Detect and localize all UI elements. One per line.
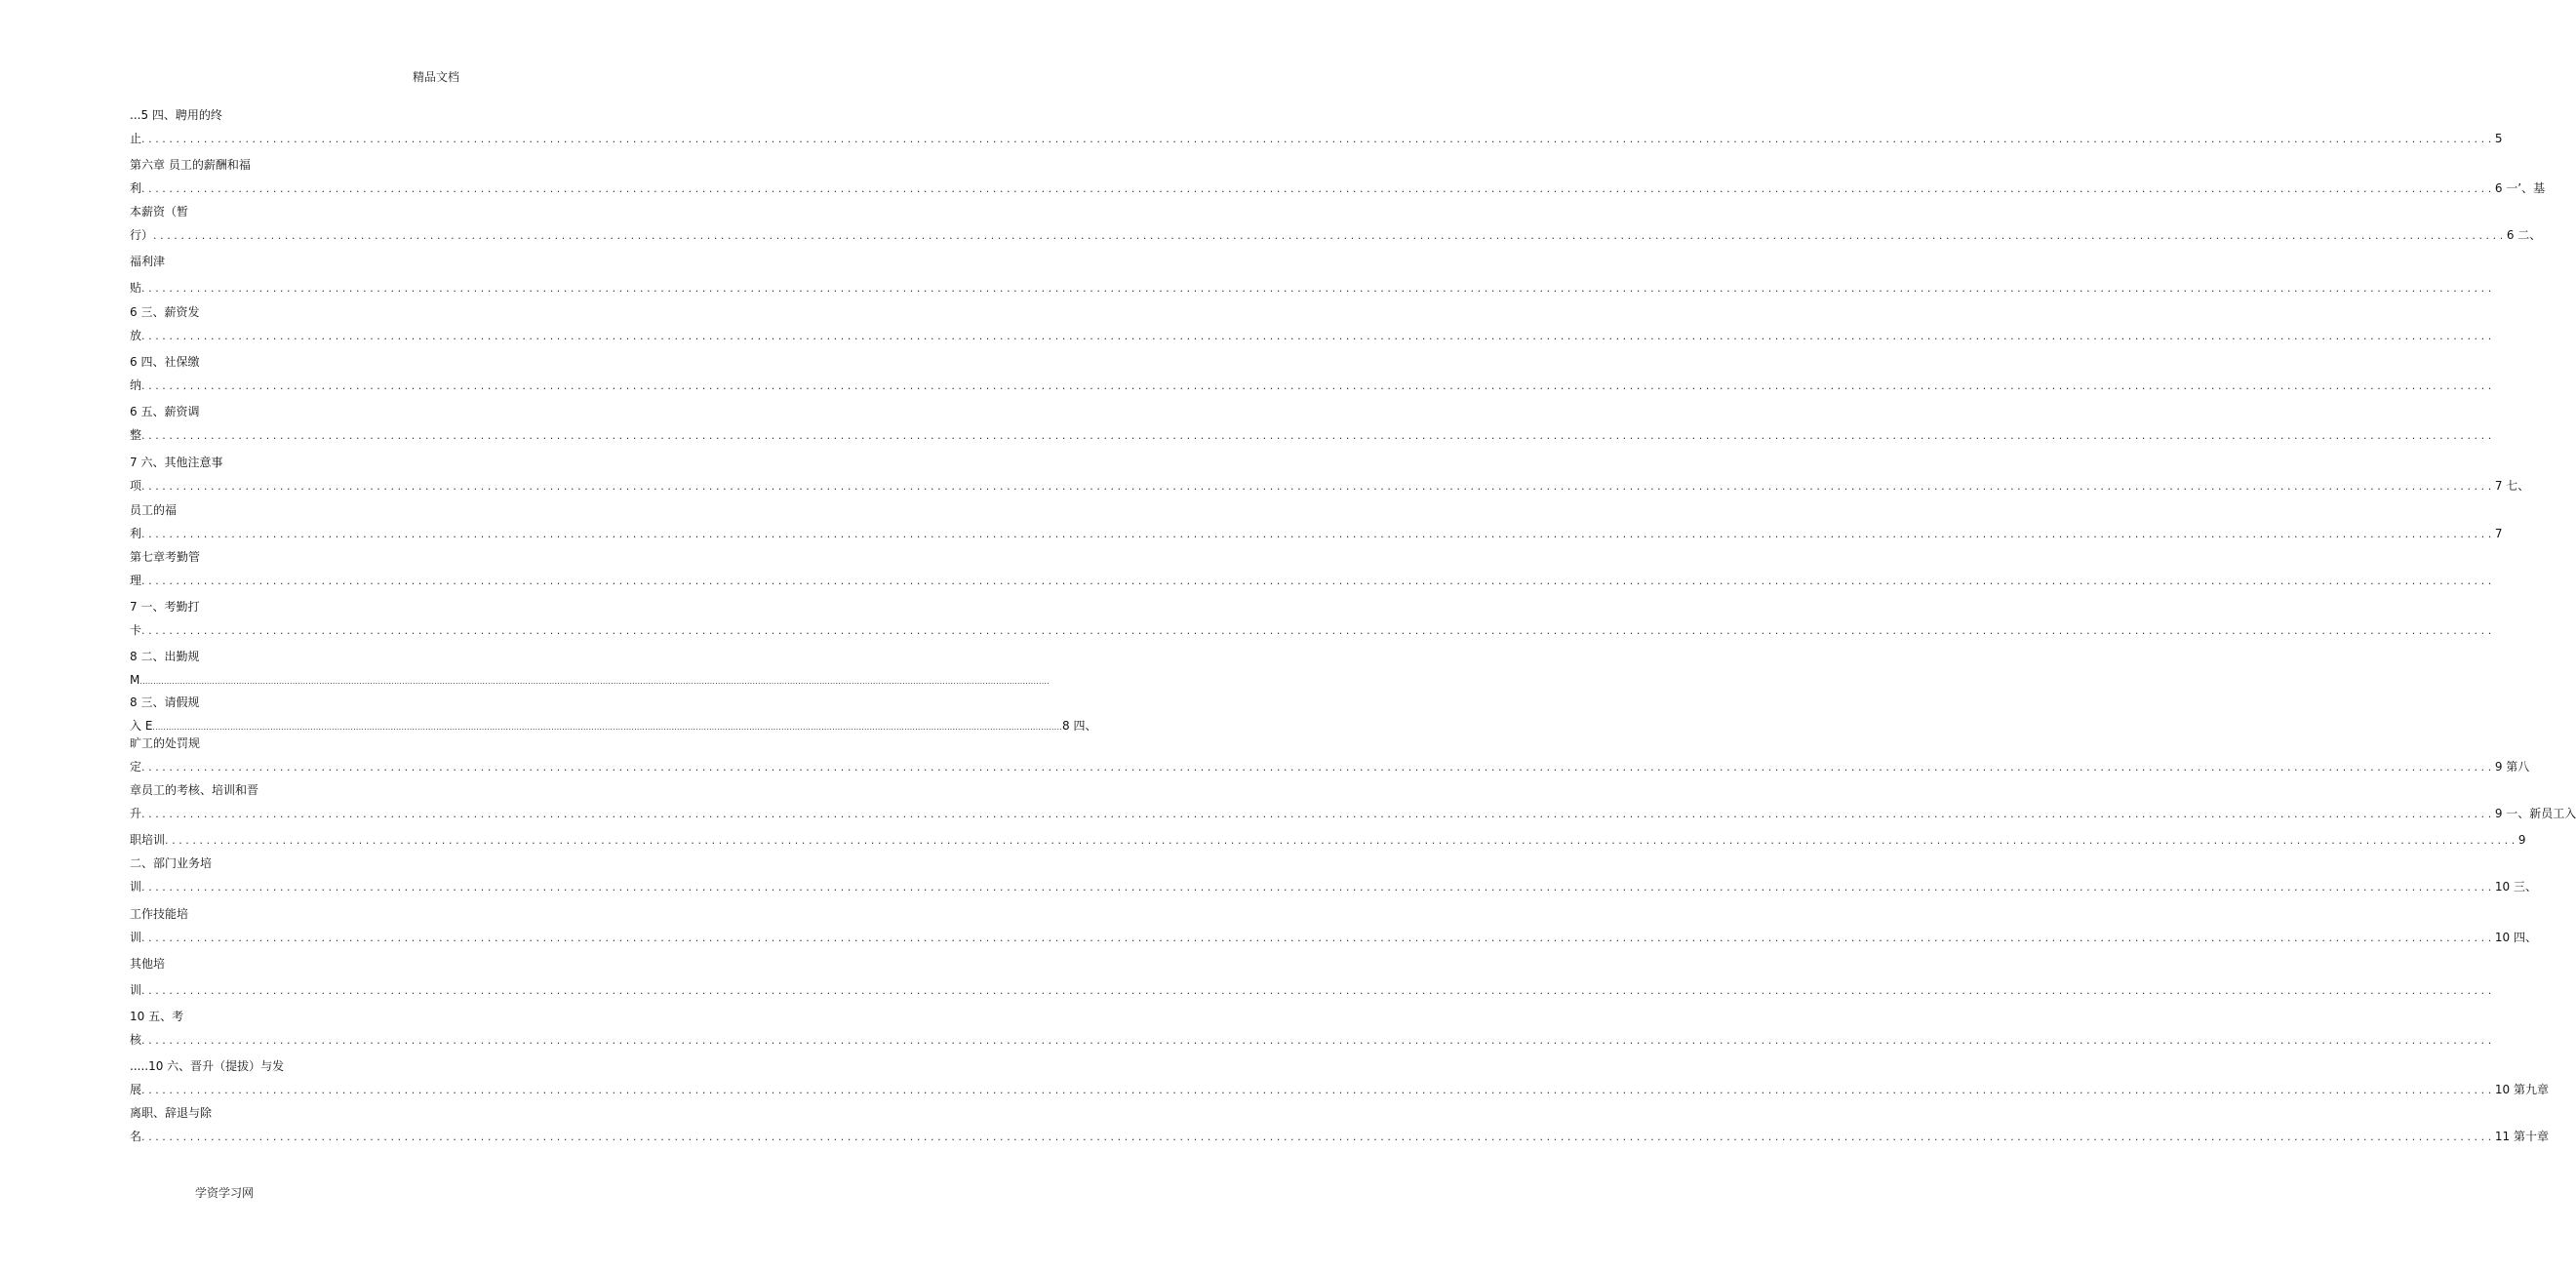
toc-entry-page: 5 [2494, 132, 2503, 145]
toc-heading [130, 502, 177, 518]
toc-heading [130, 695, 199, 710]
toc-heading-text: 8 二、出勤规 [130, 650, 200, 663]
toc-heading [130, 404, 199, 419]
toc-heading-text: 第六章 员工的薪酬和福 [130, 158, 251, 172]
toc-heading [130, 1058, 284, 1074]
toc-entry [130, 806, 2576, 821]
toc-heading [130, 204, 188, 219]
toc-heading [130, 254, 165, 269]
toc-heading-text: 其他培 [130, 957, 166, 971]
toc-entry [130, 879, 2537, 894]
toc-entry-label: 升 [130, 807, 142, 820]
dot-leader: .................................................................................................................................................................................................................................................................................................................................................... [153, 229, 2507, 242]
toc-heading [130, 107, 222, 123]
toc-entry-page: 7 [2494, 527, 2503, 540]
toc-heading-text: 7 一、考勤打 [130, 600, 200, 614]
toc-entry-label: 理 [130, 574, 142, 587]
toc-entry [130, 573, 2495, 588]
dot-leader: .................................................................................................................................................................................................................................................................................................................................................... [141, 808, 2495, 820]
toc-entry [130, 427, 2495, 443]
toc-heading [130, 782, 258, 798]
page-header: 精品文档 [413, 70, 460, 84]
toc-entry [130, 672, 1050, 688]
toc-entry [130, 478, 2530, 494]
toc-entry-page: 10 四、 [2494, 931, 2537, 944]
toc-heading [130, 956, 165, 972]
dot-leader: .................................................................................................................................................................................................................................................................................................................................................... [141, 429, 2495, 442]
toc-entry-label: 训 [130, 931, 142, 944]
toc-entry-page: 10 第九章 [2494, 1083, 2549, 1096]
dot-leader: .................................................................................................................................................................................................................................................................................................................................................... [141, 761, 2495, 774]
toc-entry [130, 526, 2503, 541]
dot-leader: .................................................................................................................................................................................................................................................................................................................................................... [141, 1034, 2495, 1047]
page-footer: 学资学习网 [195, 1186, 255, 1200]
toc-entry-label: 卡 [130, 623, 142, 637]
toc-entry-page: 9 第八 [2494, 760, 2530, 774]
toc-entry-label: 放 [130, 329, 142, 342]
toc-heading [130, 354, 199, 370]
toc-heading-text: 旷工的处罚规 [130, 736, 201, 750]
toc-entry-page: 10 三、 [2494, 880, 2537, 894]
toc-heading-text: ...5 四、聘用的终 [130, 108, 222, 122]
toc-entry [130, 227, 2542, 243]
toc-heading-text: .....10 六、晋升（提拔）与发 [130, 1059, 285, 1073]
toc-entry-page: 6 二、 [2506, 228, 2542, 242]
dot-leader: .................................................................................................................................................................................................................................................................................................................................................... [141, 624, 2495, 637]
dot-leader: .................................................................................................................................................................................................................................................................................................................................................... [141, 480, 2495, 493]
toc-entry-label: 职培训 [130, 833, 166, 847]
dot-leader: .................................................................................................................................................................................................................................................................................................................................................... [141, 528, 2495, 540]
dot-leader: .................................................................................................................................................................................................................................................................................................................................................... [141, 984, 2495, 997]
toc-entry-label: 止 [130, 132, 142, 145]
toc-heading-text: 员工的福 [130, 503, 178, 517]
toc-entry-label: 训 [130, 983, 142, 997]
toc-heading [130, 906, 188, 922]
toc-entry [130, 280, 2495, 296]
toc-heading-text: 8 三、请假规 [130, 695, 200, 709]
toc-entry-label: 入 E [130, 719, 153, 733]
toc-entry-label: 展 [130, 1083, 142, 1096]
dot-leader: .................................................................................................................................................................................................................................................................................................................................................... [141, 133, 2495, 145]
toc-entry-page: 9 一、新员工入 [2494, 807, 2576, 820]
toc-entry [130, 180, 2546, 196]
toc-entry-page: 6 一’、基 [2494, 181, 2546, 195]
toc-entry [130, 328, 2495, 343]
toc-entry-label: 项 [130, 479, 142, 493]
toc-entry-label: 名 [130, 1130, 142, 1143]
toc-heading [130, 1105, 212, 1121]
toc-entry-label: 核 [130, 1033, 142, 1047]
dot-leader: .................................................................................................................................................................................................................................................................................................................................................... [141, 575, 2495, 587]
toc-entry-page: 8 四、 [1062, 719, 1097, 733]
toc-entry-label: 利 [130, 527, 142, 540]
toc-heading-text: 6 五、薪资调 [130, 405, 200, 418]
toc-entry [130, 1082, 2549, 1097]
toc-entry [130, 982, 2495, 998]
toc-entry [130, 832, 2526, 848]
toc-heading-text: 10 五、考 [130, 1010, 184, 1023]
toc-entry-label: 利 [130, 181, 142, 195]
dot-leader: .................................................................................................................................................................................................................................................................................................................................................... [141, 1084, 2495, 1096]
toc-heading [130, 1009, 183, 1024]
toc-heading-text: 工作技能培 [130, 907, 189, 921]
toc-heading [130, 455, 222, 470]
dot-leader: .................................................................................................................................................................................................................................................................................................................................................... [141, 330, 2495, 342]
toc-heading [130, 855, 212, 871]
toc-heading [130, 157, 251, 173]
dot-leader: .................................................................................................................................................................................................................................................................................................................................................... [165, 834, 2518, 847]
dot-leader: .................................................................................................................................................................................................................................................................................................................................................... [152, 723, 1063, 732]
dot-leader: .................................................................................................................................................................................................................................................................................................................................................... [141, 1131, 2495, 1143]
toc-heading-text: 二、部门业务培 [130, 856, 213, 870]
toc-entry-label: 整 [130, 428, 142, 442]
toc-heading-text: 6 三、薪资发 [130, 305, 200, 319]
toc-heading-text: 福利津 [130, 255, 166, 268]
toc-entry-label: M [130, 673, 140, 687]
toc-entry-page: 11 第十章 [2494, 1130, 2549, 1143]
dot-leader: .................................................................................................................................................................................................................................................................................................................................................... [141, 282, 2495, 295]
toc-heading-text: 7 六、其他注意事 [130, 456, 223, 469]
toc-entry [130, 1129, 2549, 1144]
toc-entry-label: 训 [130, 880, 142, 894]
toc-entry-label: 定 [130, 760, 142, 774]
toc-entry-label: 行） [130, 228, 154, 242]
toc-entry-page: 7 七、 [2494, 479, 2530, 493]
toc-heading-text: 章员工的考核、培训和晋 [130, 783, 259, 797]
toc-heading-text: 本薪资（暂 [130, 205, 189, 218]
toc-entry-label: 纳 [130, 378, 142, 392]
toc-heading [130, 649, 199, 664]
toc-entry [130, 1032, 2495, 1048]
toc-entry [130, 131, 2503, 146]
toc-entry [130, 718, 1097, 734]
toc-entry [130, 377, 2495, 393]
toc-heading-text: 6 四、社保缴 [130, 355, 200, 369]
toc-heading [130, 549, 200, 565]
dot-leader: .................................................................................................................................................................................................................................................................................................................................................... [141, 881, 2495, 894]
dot-leader: .................................................................................................................................................................................................................................................................................................................................................... [139, 677, 1050, 686]
toc-heading-text: 第七章考勤管 [130, 550, 201, 564]
toc-heading [130, 304, 199, 320]
dot-leader: .................................................................................................................................................................................................................................................................................................................................................... [141, 932, 2495, 944]
dot-leader: .................................................................................................................................................................................................................................................................................................................................................... [141, 182, 2495, 195]
toc-entry-page: 9 [2517, 833, 2526, 847]
toc-entry [130, 759, 2530, 775]
dot-leader: .................................................................................................................................................................................................................................................................................................................................................... [141, 379, 2495, 392]
toc-entry [130, 930, 2537, 945]
toc-heading [130, 735, 200, 751]
toc-entry-label: 贴 [130, 281, 142, 295]
toc-heading-text: 离职、辞退与除 [130, 1106, 213, 1120]
toc-heading [130, 599, 199, 615]
toc-entry [130, 622, 2495, 638]
